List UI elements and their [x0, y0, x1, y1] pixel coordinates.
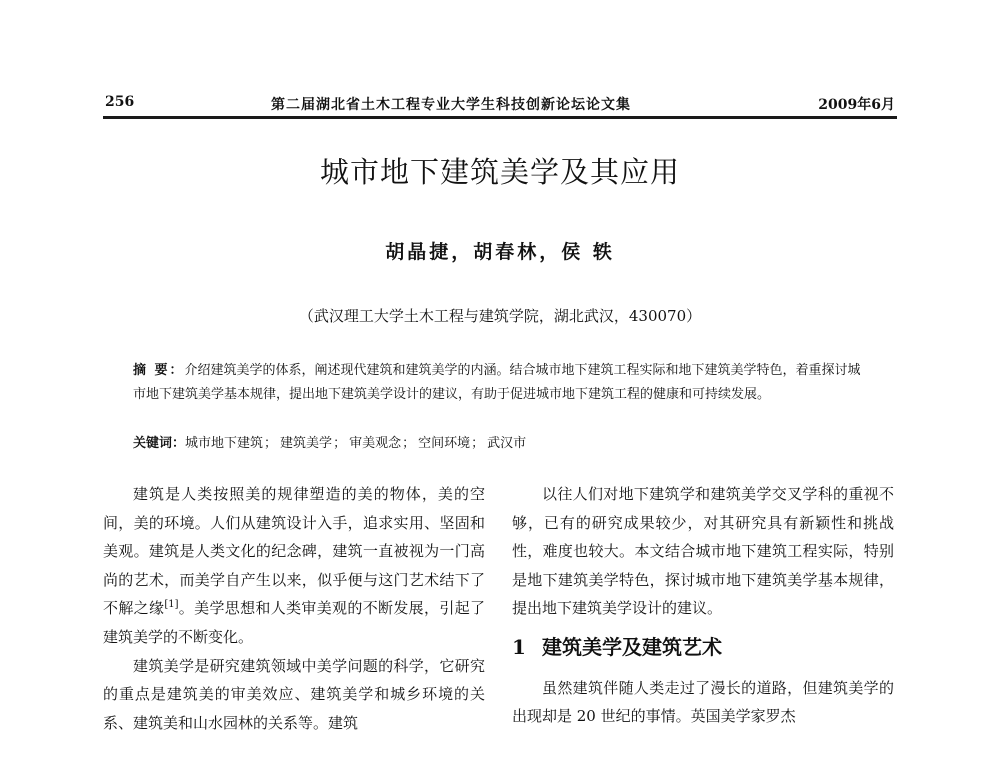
body-paragraph — [103, 480, 485, 652]
paper-title: 城市地下建筑美学及其应用 — [319, 155, 680, 189]
keyword: 建筑美学 — [280, 436, 333, 451]
keyword-separator: ； — [402, 436, 416, 451]
page-number: 256 — [105, 94, 135, 110]
section-title: 建筑美学及建筑艺术 — [542, 634, 722, 659]
body-paragraph: 以往人们对地下建筑学和建筑美学交叉学科的重视不够，已有的研究成果较少，对其研究具有新颖性和挑战性，难度也较大。本文结合城市地下建筑工程实际，特别是地下建筑美学特色，探讨城市地下建筑美学基本规律，提出地下建筑美学设计的建议。 — [512, 485, 894, 618]
keyword: 武汉市 — [487, 436, 527, 451]
keyword: 审美观念 — [349, 436, 402, 451]
body-paragraph: 建筑美学是研究建筑领域中美学问题的科学，它研究的重点是建筑美的审美效应、建筑美学和城乡环境的关系、建筑美和山水园林的关系等。建筑 — [103, 656, 485, 732]
abstract — [133, 359, 871, 407]
keyword-separator: ； — [471, 436, 485, 451]
paragraph-text: 建筑是人类按照美的规律塑造的美的物体，美的空间，美的环境。人们从建筑设计入手，追求实用、坚固和美观。建筑是人类文化的纪念碑，建筑一直被视为一门高尚的艺术，而美学自产生以来，似乎便与这门艺术结下了不解之缘 — [103, 485, 485, 618]
body-paragraph: 虽然建筑伴随人类走过了漫长的道路，但建筑美学的出现却是 20 世纪的事情。英国美学家罗杰 — [512, 678, 894, 726]
abstract-label: 摘 要： — [133, 363, 185, 378]
abstract-text: 介绍建筑美学的体系，阐述现代建筑和建筑美学的内涵。结合城市地下建筑工程实际和地下建筑美学特色，着重探讨城市地下建筑美学基本规律，提出地下建筑美学设计的建议，有助于促进城市地下建筑工程的健康和可持续发展。 — [133, 363, 861, 402]
keyword-separator: ； — [333, 436, 347, 451]
issue-date: 2009年6月 — [818, 97, 895, 113]
section-number: 1 — [512, 634, 526, 659]
body-column-right — [512, 480, 894, 731]
keyword: 城市地下建筑 — [185, 436, 264, 451]
keywords — [133, 432, 871, 456]
body-column-left — [103, 480, 485, 737]
journal-name: 第二届湖北省土木工程专业大学生科技创新论坛论文集 — [271, 97, 631, 113]
affiliation: （武汉理工大学土木工程与建筑学院，湖北武汉，430070） — [298, 307, 702, 325]
keywords-label: 关键词： — [133, 436, 186, 451]
keyword-separator: ； — [264, 436, 278, 451]
paragraph-text: 。美学思想和人类审美观的不断发展，引起了建筑美学的不断变化。 — [103, 599, 485, 646]
running-header — [103, 90, 897, 119]
citation-ref: [1] — [164, 599, 179, 611]
keyword: 空间环境 — [418, 436, 471, 451]
authors: 胡晶捷，胡春林，侯 轶 — [385, 241, 615, 263]
section-heading — [512, 633, 894, 662]
